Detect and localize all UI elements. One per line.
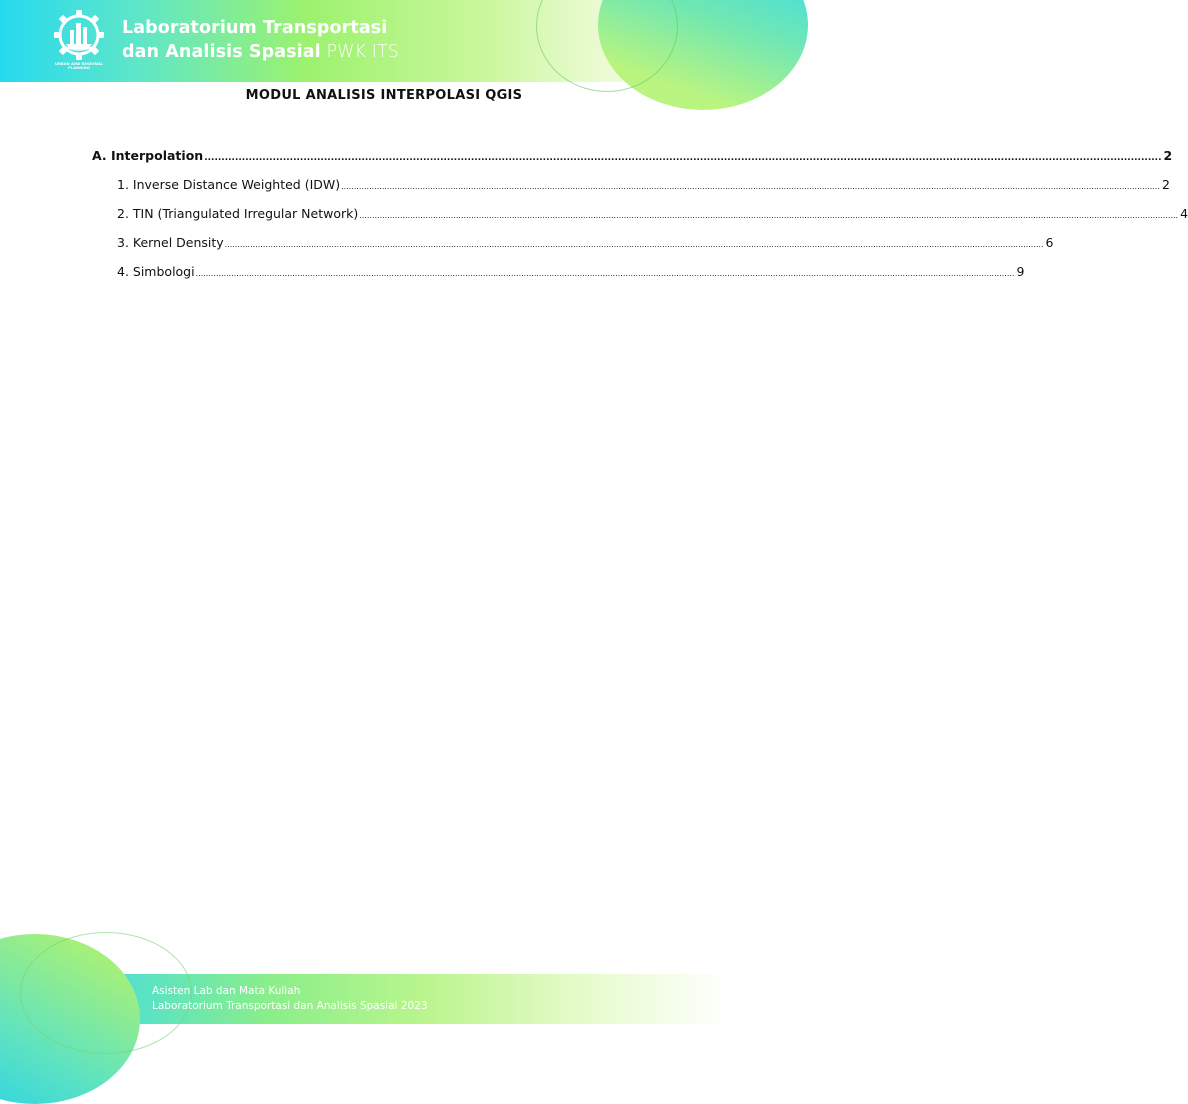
toc-entry-label: A. Interpolation (92, 148, 204, 163)
toc-entry-label: 4. Simbologi (117, 264, 195, 279)
toc-entry-label: 3. Kernel Density (117, 235, 224, 250)
header-title-line-2 (122, 40, 399, 64)
logo-caption: URBAN AND REGIONAL PLANNING (55, 62, 103, 71)
toc-page-number: 4 (1180, 206, 1188, 221)
toc-leader-dots: .................................................................................................................................................................................................................................................................................................................................. (359, 211, 1179, 220)
footer-line-2: Laboratorium Transportasi dan Analisis Spasial 2023 (152, 1000, 428, 1012)
footer-line-1: Asisten Lab dan Mata Kuliah (152, 985, 301, 997)
toc-item-idw[interactable] (117, 177, 1170, 192)
toc-item-simbologi[interactable] (117, 264, 1025, 279)
toc-entry-label: 2. TIN (Triangulated Irregular Network) (117, 206, 359, 221)
toc-section-interpolation[interactable] (92, 148, 1173, 163)
its-planning-gear-logo-icon (50, 8, 108, 74)
page-header (0, 0, 768, 82)
toc-item-tin[interactable] (117, 206, 1188, 221)
toc-leader-dots: .................................................................................................................................................................................................................................................................................................................................. (195, 269, 1015, 278)
document-title: MODUL ANALISIS INTERPOLASI QGIS (245, 88, 523, 103)
header-title (122, 16, 399, 64)
toc-leader-dots: .................................................................................................................................................................................................................................................................................................................................. (224, 240, 1044, 249)
header-title-line-2-light: PWK ITS (326, 42, 400, 62)
footer-text (152, 984, 428, 1014)
header-title-line-1: Laboratorium Transportasi (122, 18, 388, 38)
header-title-line-2-bold: dan Analisis Spasial (122, 42, 321, 62)
toc-page-number: 6 (1045, 235, 1054, 250)
toc-page-number: 2 (1163, 148, 1173, 163)
toc-entry-label: 1. Inverse Distance Weighted (IDW) (117, 177, 341, 192)
toc-item-kernel-density[interactable] (117, 235, 1054, 250)
toc-leader-dots: ........................................................................................................................................................................................................................................................................................ (204, 153, 1162, 163)
toc-page-number: 9 (1016, 264, 1025, 279)
toc-leader-dots: .................................................................................................................................................................................................................................................................................................................................. (341, 182, 1160, 191)
toc-page-number: 2 (1161, 177, 1170, 192)
page-footer (0, 940, 768, 1024)
